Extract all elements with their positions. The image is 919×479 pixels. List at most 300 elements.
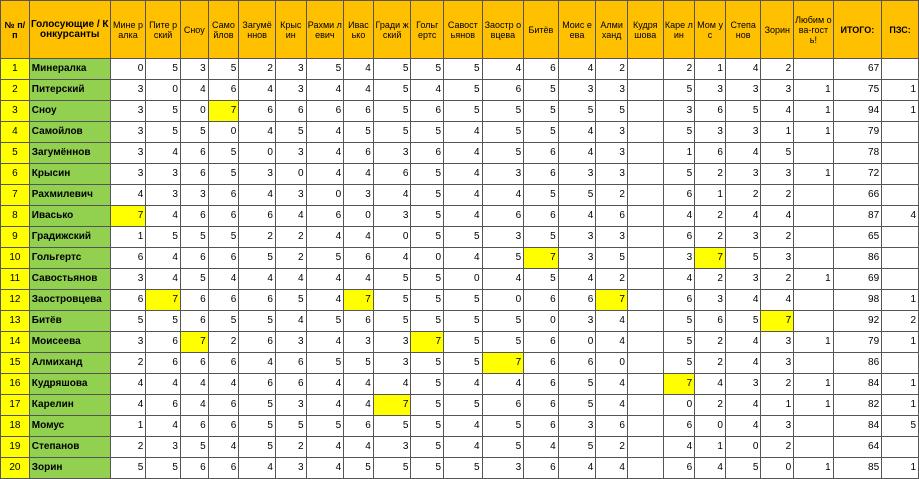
score-cell: 5 (411, 164, 444, 185)
score-cell: 2 (663, 59, 695, 80)
score-cell: 6 (596, 416, 628, 437)
header-judge: Сноу (180, 1, 208, 59)
score-cell: 3 (146, 164, 181, 185)
score-cell: 4 (306, 437, 344, 458)
row-number: 10 (1, 248, 30, 269)
score-cell: 5 (482, 416, 524, 437)
contestant-name: Питерский (29, 80, 110, 101)
score-cell: 5 (524, 227, 559, 248)
score-cell: 6 (180, 143, 208, 164)
table-body (1, 59, 919, 479)
score-cell: 5 (208, 59, 239, 80)
score-cell: 0 (663, 395, 695, 416)
total-cell: 82 (833, 395, 881, 416)
score-cell: 7 (344, 290, 374, 311)
score-cell: 4 (110, 185, 146, 206)
score-cell: 5 (239, 395, 276, 416)
score-cell: 5 (725, 458, 761, 479)
score-cell: 3 (596, 122, 628, 143)
score-cell: 5 (411, 290, 444, 311)
score-cell: 0 (558, 332, 596, 353)
score-cell: 4 (306, 227, 344, 248)
score-cell: 3 (695, 122, 726, 143)
score-cell: 2 (695, 206, 726, 227)
score-cell: 4 (596, 374, 628, 395)
score-cell: 4 (146, 269, 181, 290)
score-cell: 2 (695, 353, 726, 374)
table-row (1, 227, 919, 248)
score-cell: 5 (663, 122, 695, 143)
contestant-name: Гольгертс (29, 248, 110, 269)
score-cell: 5 (110, 311, 146, 332)
score-cell: 3 (725, 164, 761, 185)
row-number: 9 (1, 227, 30, 248)
header-judge: Степа нов (725, 1, 761, 59)
score-cell: 5 (444, 59, 483, 80)
score-cell: 5 (761, 143, 794, 164)
score-cell: 5 (444, 458, 483, 479)
score-cell: 1 (761, 122, 794, 143)
score-cell: 5 (725, 248, 761, 269)
score-cell: 0 (344, 206, 374, 227)
score-cell: 3 (110, 164, 146, 185)
score-cell: 0 (306, 185, 344, 206)
score-cell: 3 (275, 395, 306, 416)
header-judge: Пите рский (146, 1, 181, 59)
score-cell (627, 80, 663, 101)
score-cell: 5 (411, 395, 444, 416)
contestant-name: Крысин (29, 164, 110, 185)
score-cell: 4 (725, 395, 761, 416)
score-cell: 3 (146, 437, 181, 458)
score-cell: 6 (482, 80, 524, 101)
score-cell: 6 (524, 374, 559, 395)
score-cell: 4 (558, 59, 596, 80)
contestant-name: Зорин (29, 458, 110, 479)
score-cell: 5 (444, 332, 483, 353)
score-cell: 3 (596, 143, 628, 164)
score-cell: 0 (761, 458, 794, 479)
score-cell: 4 (558, 143, 596, 164)
score-cell: 6 (146, 395, 181, 416)
score-cell: 5 (444, 101, 483, 122)
score-cell: 5 (344, 122, 374, 143)
score-cell: 4 (344, 80, 374, 101)
score-cell: 5 (411, 269, 444, 290)
score-cell: 4 (663, 437, 695, 458)
contestant-name: Рахмилевич (29, 185, 110, 206)
contestant-name: Кудряшова (29, 374, 110, 395)
header-judge: Ивас ько (344, 1, 374, 59)
table-row (1, 374, 919, 395)
score-cell: 4 (725, 143, 761, 164)
score-cell: 3 (110, 122, 146, 143)
score-cell: 4 (239, 122, 276, 143)
score-cell: 4 (725, 416, 761, 437)
score-cell: 7 (110, 206, 146, 227)
score-cell: 1 (110, 227, 146, 248)
score-cell: 7 (373, 395, 411, 416)
favorite-cell (794, 311, 834, 332)
score-cell: 5 (239, 437, 276, 458)
score-cell: 4 (239, 80, 276, 101)
score-cell: 6 (663, 185, 695, 206)
score-cell: 4 (306, 395, 344, 416)
score-cell: 5 (444, 311, 483, 332)
score-cell: 3 (558, 164, 596, 185)
row-number: 19 (1, 437, 30, 458)
score-cell: 6 (482, 206, 524, 227)
header-judge: Мом ус (695, 1, 726, 59)
score-cell: 4 (373, 374, 411, 395)
score-cell: 3 (373, 437, 411, 458)
contestant-name: Сноу (29, 101, 110, 122)
score-cell: 5 (558, 374, 596, 395)
pzs-cell (882, 122, 919, 143)
score-cell: 5 (411, 59, 444, 80)
total-cell: 64 (833, 437, 881, 458)
score-cell: 6 (524, 143, 559, 164)
total-cell: 86 (833, 248, 881, 269)
score-cell: 6 (275, 374, 306, 395)
score-cell: 1 (695, 59, 726, 80)
header-judge: Мине ралка (110, 1, 146, 59)
score-cell: 3 (482, 227, 524, 248)
score-cell: 0 (275, 164, 306, 185)
score-cell: 6 (663, 416, 695, 437)
score-cell: 4 (306, 122, 344, 143)
favorite-cell (794, 143, 834, 164)
row-number: 6 (1, 164, 30, 185)
score-cell: 4 (482, 59, 524, 80)
total-cell: 67 (833, 59, 881, 80)
score-cell: 2 (695, 227, 726, 248)
score-cell: 4 (761, 206, 794, 227)
score-cell: 4 (444, 416, 483, 437)
score-cell: 6 (208, 353, 239, 374)
header-judge: Зорин (761, 1, 794, 59)
score-cell: 4 (110, 374, 146, 395)
total-cell: 87 (833, 206, 881, 227)
score-cell: 5 (482, 332, 524, 353)
score-cell: 2 (761, 374, 794, 395)
score-cell (627, 374, 663, 395)
contestant-name: Савостьянов (29, 269, 110, 290)
pzs-cell (882, 353, 919, 374)
score-cell: 4 (725, 59, 761, 80)
score-cell (627, 311, 663, 332)
header-judge: Битёв (524, 1, 559, 59)
score-cell: 5 (373, 416, 411, 437)
score-cell: 4 (444, 122, 483, 143)
score-cell: 5 (444, 395, 483, 416)
score-cell: 1 (663, 143, 695, 164)
score-cell: 5 (373, 59, 411, 80)
score-cell: 4 (444, 248, 483, 269)
score-cell: 3 (725, 80, 761, 101)
contestant-name: Ивасько (29, 206, 110, 227)
score-cell: 5 (110, 458, 146, 479)
score-cell: 6 (344, 311, 374, 332)
score-cell: 3 (275, 59, 306, 80)
favorite-cell: 1 (794, 164, 834, 185)
score-cell: 4 (725, 332, 761, 353)
score-cell: 6 (208, 248, 239, 269)
pzs-cell (882, 227, 919, 248)
favorite-cell (794, 185, 834, 206)
score-cell: 4 (146, 143, 181, 164)
score-cell: 4 (306, 269, 344, 290)
score-cell: 3 (373, 206, 411, 227)
favorite-cell (794, 290, 834, 311)
score-cell: 4 (761, 290, 794, 311)
score-cell: 6 (663, 458, 695, 479)
score-cell: 5 (208, 227, 239, 248)
score-cell: 4 (444, 185, 483, 206)
score-cell: 2 (695, 332, 726, 353)
score-cell (627, 290, 663, 311)
score-cell: 2 (761, 227, 794, 248)
score-cell: 4 (558, 122, 596, 143)
row-number: 2 (1, 80, 30, 101)
score-cell: 2 (761, 59, 794, 80)
total-cell: 85 (833, 458, 881, 479)
score-cell: 3 (110, 269, 146, 290)
score-cell: 5 (180, 122, 208, 143)
score-cell: 4 (725, 353, 761, 374)
score-cell: 5 (146, 458, 181, 479)
score-cell: 2 (596, 269, 628, 290)
score-cell: 0 (695, 416, 726, 437)
score-cell: 5 (275, 122, 306, 143)
score-cell: 3 (596, 227, 628, 248)
score-cell: 4 (663, 269, 695, 290)
score-cell: 5 (663, 164, 695, 185)
contestant-name: Битёв (29, 311, 110, 332)
score-cell (627, 101, 663, 122)
score-cell: 6 (239, 332, 276, 353)
score-cell: 5 (146, 227, 181, 248)
score-cell: 4 (411, 80, 444, 101)
score-cell: 3 (344, 332, 374, 353)
score-cell: 6 (275, 101, 306, 122)
score-cell: 4 (180, 80, 208, 101)
score-cell (627, 416, 663, 437)
favorite-cell (794, 227, 834, 248)
score-cell: 2 (761, 437, 794, 458)
header-row (1, 1, 919, 59)
score-cell: 5 (482, 101, 524, 122)
score-cell: 3 (275, 80, 306, 101)
score-cell: 6 (344, 248, 374, 269)
score-cell: 5 (208, 311, 239, 332)
score-cell: 5 (180, 227, 208, 248)
score-cell: 7 (482, 353, 524, 374)
score-cell: 5 (373, 311, 411, 332)
score-cell: 5 (411, 437, 444, 458)
score-cell: 5 (444, 353, 483, 374)
score-cell: 2 (208, 332, 239, 353)
table-row (1, 59, 919, 80)
score-cell: 5 (663, 353, 695, 374)
favorite-cell: 1 (794, 80, 834, 101)
score-cell: 6 (208, 290, 239, 311)
score-cell: 4 (146, 374, 181, 395)
score-cell: 6 (695, 311, 726, 332)
score-cell: 6 (344, 416, 374, 437)
score-cell: 0 (110, 59, 146, 80)
score-cell: 4 (444, 206, 483, 227)
favorite-cell: 1 (794, 332, 834, 353)
score-cell: 4 (306, 332, 344, 353)
score-cell (627, 395, 663, 416)
total-cell: 75 (833, 80, 881, 101)
score-cell: 5 (596, 248, 628, 269)
score-cell: 6 (663, 227, 695, 248)
score-cell (627, 206, 663, 227)
score-cell: 7 (208, 101, 239, 122)
score-cell: 0 (596, 353, 628, 374)
score-cell: 5 (373, 269, 411, 290)
score-cell: 6 (239, 101, 276, 122)
pzs-cell: 2 (882, 311, 919, 332)
score-cell: 3 (373, 353, 411, 374)
score-cell: 3 (180, 185, 208, 206)
score-cell: 6 (524, 290, 559, 311)
score-cell: 4 (596, 395, 628, 416)
score-cell: 5 (482, 248, 524, 269)
score-cell: 2 (761, 185, 794, 206)
score-cell: 5 (373, 122, 411, 143)
score-cell: 4 (275, 206, 306, 227)
table-row (1, 458, 919, 479)
score-cell: 6 (208, 395, 239, 416)
score-cell: 4 (344, 374, 374, 395)
score-cell: 4 (373, 185, 411, 206)
score-cell: 3 (180, 59, 208, 80)
score-cell: 5 (146, 311, 181, 332)
table-row (1, 206, 919, 227)
score-cell: 2 (275, 227, 306, 248)
score-cell: 6 (110, 248, 146, 269)
score-cell: 4 (146, 248, 181, 269)
score-cell: 1 (761, 395, 794, 416)
score-cell: 5 (306, 248, 344, 269)
score-cell (627, 59, 663, 80)
score-cell: 4 (239, 269, 276, 290)
contestant-name: Моисеева (29, 332, 110, 353)
row-number: 20 (1, 458, 30, 479)
score-cell: 0 (180, 101, 208, 122)
table-row (1, 143, 919, 164)
score-cell: 5 (180, 437, 208, 458)
score-cell: 5 (306, 311, 344, 332)
score-cell: 3 (275, 458, 306, 479)
score-cell: 6 (524, 332, 559, 353)
score-cell: 0 (208, 122, 239, 143)
score-cell: 5 (344, 353, 374, 374)
score-cell: 4 (444, 374, 483, 395)
total-cell: 78 (833, 143, 881, 164)
score-cell: 5 (444, 227, 483, 248)
score-cell: 5 (146, 59, 181, 80)
score-cell: 4 (558, 206, 596, 227)
score-cell: 5 (239, 311, 276, 332)
score-cell: 3 (596, 164, 628, 185)
score-cell: 5 (208, 143, 239, 164)
header-judge: Каре лин (663, 1, 695, 59)
score-cell: 4 (306, 143, 344, 164)
score-cell: 4 (306, 80, 344, 101)
score-cell: 5 (306, 59, 344, 80)
score-cell: 4 (180, 374, 208, 395)
favorite-cell: 1 (794, 101, 834, 122)
score-cell: 5 (663, 311, 695, 332)
score-cell: 5 (558, 101, 596, 122)
score-cell (627, 269, 663, 290)
score-cell: 4 (208, 374, 239, 395)
row-number: 12 (1, 290, 30, 311)
score-cell: 3 (761, 164, 794, 185)
table-row (1, 122, 919, 143)
score-cell: 4 (208, 269, 239, 290)
score-cell: 3 (110, 332, 146, 353)
score-cell: 4 (239, 353, 276, 374)
score-cell: 2 (110, 437, 146, 458)
score-cell: 2 (695, 395, 726, 416)
contestant-name: Градижский (29, 227, 110, 248)
favorite-cell: 1 (794, 269, 834, 290)
score-cell: 3 (373, 143, 411, 164)
total-cell: 84 (833, 374, 881, 395)
score-cell (627, 248, 663, 269)
header-judge: Само йлов (208, 1, 239, 59)
score-cell: 3 (558, 248, 596, 269)
score-cell: 4 (275, 269, 306, 290)
score-cell: 4 (558, 269, 596, 290)
score-cell: 5 (411, 185, 444, 206)
score-cell: 4 (275, 311, 306, 332)
table-row (1, 437, 919, 458)
header-name: Голосующие / Конкурсанты (29, 1, 110, 59)
score-cell: 1 (695, 185, 726, 206)
score-cell: 6 (208, 185, 239, 206)
score-cell: 6 (482, 395, 524, 416)
score-cell: 5 (146, 101, 181, 122)
total-cell: 98 (833, 290, 881, 311)
score-cell: 3 (482, 164, 524, 185)
score-cell: 4 (344, 227, 374, 248)
header-judge: Савост ьянов (444, 1, 483, 59)
score-cell: 2 (596, 59, 628, 80)
score-cell: 3 (275, 332, 306, 353)
score-cell: 3 (558, 227, 596, 248)
score-cell: 4 (596, 332, 628, 353)
score-cell: 4 (239, 458, 276, 479)
pzs-cell: 1 (882, 101, 919, 122)
score-cell (627, 227, 663, 248)
contestant-name: Алмиханд (29, 353, 110, 374)
table-row (1, 311, 919, 332)
score-cell: 4 (208, 437, 239, 458)
score-cell: 5 (524, 269, 559, 290)
header-total: ИТОГО: (833, 1, 881, 59)
table-row (1, 269, 919, 290)
score-cell: 0 (411, 248, 444, 269)
score-cell: 4 (180, 395, 208, 416)
score-cell: 6 (524, 59, 559, 80)
score-cell: 5 (373, 101, 411, 122)
